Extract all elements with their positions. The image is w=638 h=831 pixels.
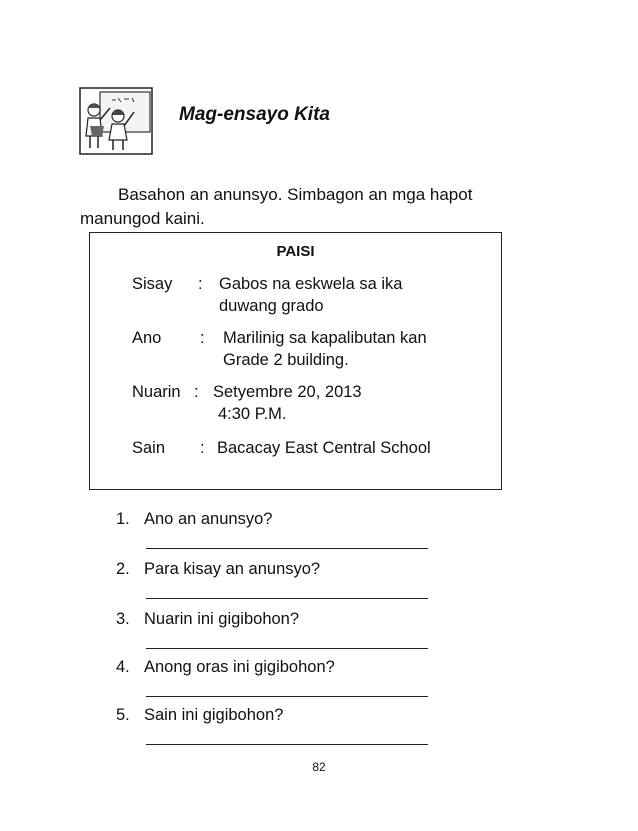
field-label: Ano (132, 329, 162, 347)
question-text: Ano an anunsyo? (144, 510, 273, 528)
question-item (116, 706, 283, 725)
field-colon: : (200, 329, 205, 347)
field-value-line: Marilinig sa kapalibutan kan (223, 329, 427, 347)
page-number: 82 (312, 760, 326, 774)
question-number: 1. (116, 510, 130, 528)
field-value-line: Setyembre 20, 2013 (213, 383, 362, 401)
answer-line[interactable] (146, 744, 428, 745)
question-item (116, 560, 320, 579)
instructions-line-1: Basahon an anunsyo. Simbagon an mga hapot (118, 185, 473, 204)
children-at-blackboard-icon (78, 86, 154, 156)
question-item (116, 510, 272, 529)
question-text: Nuarin ini gigibohon? (144, 610, 300, 628)
question-text: Sain ini gigibohon? (144, 706, 284, 724)
question-text: Anong oras ini gigibohon? (144, 658, 335, 676)
question-item (116, 658, 335, 677)
answer-line[interactable] (146, 548, 428, 549)
instructions (80, 183, 530, 231)
question-number: 5. (116, 706, 130, 724)
announcement-title: PAISI (276, 243, 315, 260)
field-colon: : (198, 275, 203, 293)
answer-line[interactable] (146, 598, 428, 599)
answer-line[interactable] (146, 696, 428, 697)
answer-line[interactable] (146, 648, 428, 649)
question-item (116, 610, 299, 629)
field-value-line: 4:30 P.M. (218, 405, 287, 423)
field-label: Sisay (132, 275, 173, 293)
instructions-line-2: manungod kaini. (80, 209, 205, 228)
question-number: 2. (116, 560, 130, 578)
field-label: Nuarin (132, 383, 181, 401)
field-value-line: Gabos na eskwela sa ika (219, 275, 403, 293)
field-value-line: duwang grado (219, 297, 324, 315)
question-number: 4. (116, 658, 130, 676)
field-colon: : (194, 383, 199, 401)
worksheet-heading: Mag-ensayo Kita (179, 104, 330, 125)
announcement-box (89, 232, 502, 490)
field-colon: : (200, 439, 205, 457)
field-label: Sain (132, 439, 166, 457)
question-text: Para kisay an anunsyo? (144, 560, 321, 578)
question-number: 3. (116, 610, 130, 628)
field-value-line: Grade 2 building. (223, 351, 349, 369)
field-value-line: Bacacay East Central School (217, 439, 431, 457)
